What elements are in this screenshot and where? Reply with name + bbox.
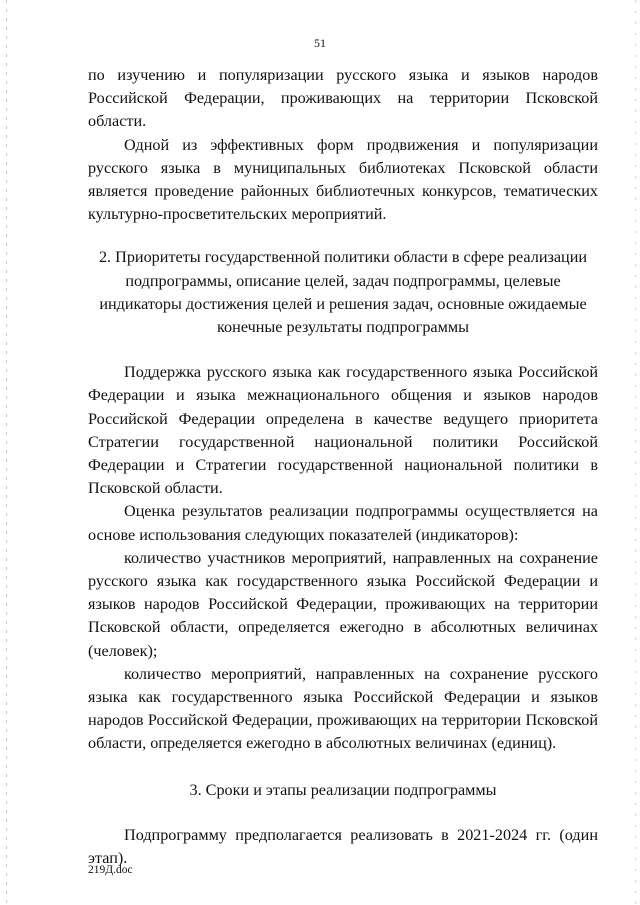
paragraph-priority-strategy: Поддержка русского языка как государственного языка Российской Федерации и языка межнационального общения и языков народов Российской Федерации определена в качестве ведущего приоритета Стратегии государственной национальной политики Российской Федерации и Стратегии государственной национальной политики в Псковской области. [88, 363, 598, 498]
spacer [88, 226, 598, 246]
scan-edge-left [6, 0, 7, 905]
paragraph-indicator-participants: количество участников мероприятий, направленных на сохранение русского языка как государственного языка Российской Федерации и языков народов Российской Федерации, проживающих на территории Псковской области, определяется ежегодно в абсолютных величинах (человек); [88, 548, 598, 660]
scan-edge-right [635, 0, 636, 905]
spacer [88, 339, 598, 361]
section-heading-terms: 3. Сроки и этапы реализации подпрограммы [189, 780, 497, 799]
page-number: 51 [314, 36, 326, 50]
footer-filename: 219Д.doc [88, 864, 133, 876]
document-body [88, 64, 598, 870]
section-heading-priorities: 2. Приоритеты государственной политики области в сфере реализации подпрограммы, описание целей, задач подпрограммы, целевые индикаторы достижения целей и решения задач, основные ожидаемые конечные результаты подпрограммы [98, 248, 588, 337]
paragraph-assessment: Оценка результатов реализации подпрограммы осуществляется на основе использования следующих показателей (индикаторов): [88, 502, 598, 544]
spacer [88, 756, 598, 779]
paragraph-implementation-period: Подпрограмму предполагается реализовать в 2021-2024 гг. (один этап). [88, 825, 598, 868]
paragraph-continuation: по изучению и популяризации русского языка и языков народов Российской Федерации, проживающих на территории Псковской области. [88, 66, 598, 131]
paragraph-indicator-events: количество мероприятий, направленных на сохранение русского языка как государственного языка Российской Федерации и языков народов Российской Федерации, проживающих на территории Псковской области, определяется ежегодно в абсолютных величинах (единиц). [88, 664, 598, 753]
paragraph-library-events: Одной из эффективных форм продвижения и популяризации русского языка в муниципальных библиотеках Псковской области является проведение районных библиотечных конкурсов, тематических культурно-просветительских мероприятий. [88, 135, 598, 224]
spacer [88, 802, 598, 824]
